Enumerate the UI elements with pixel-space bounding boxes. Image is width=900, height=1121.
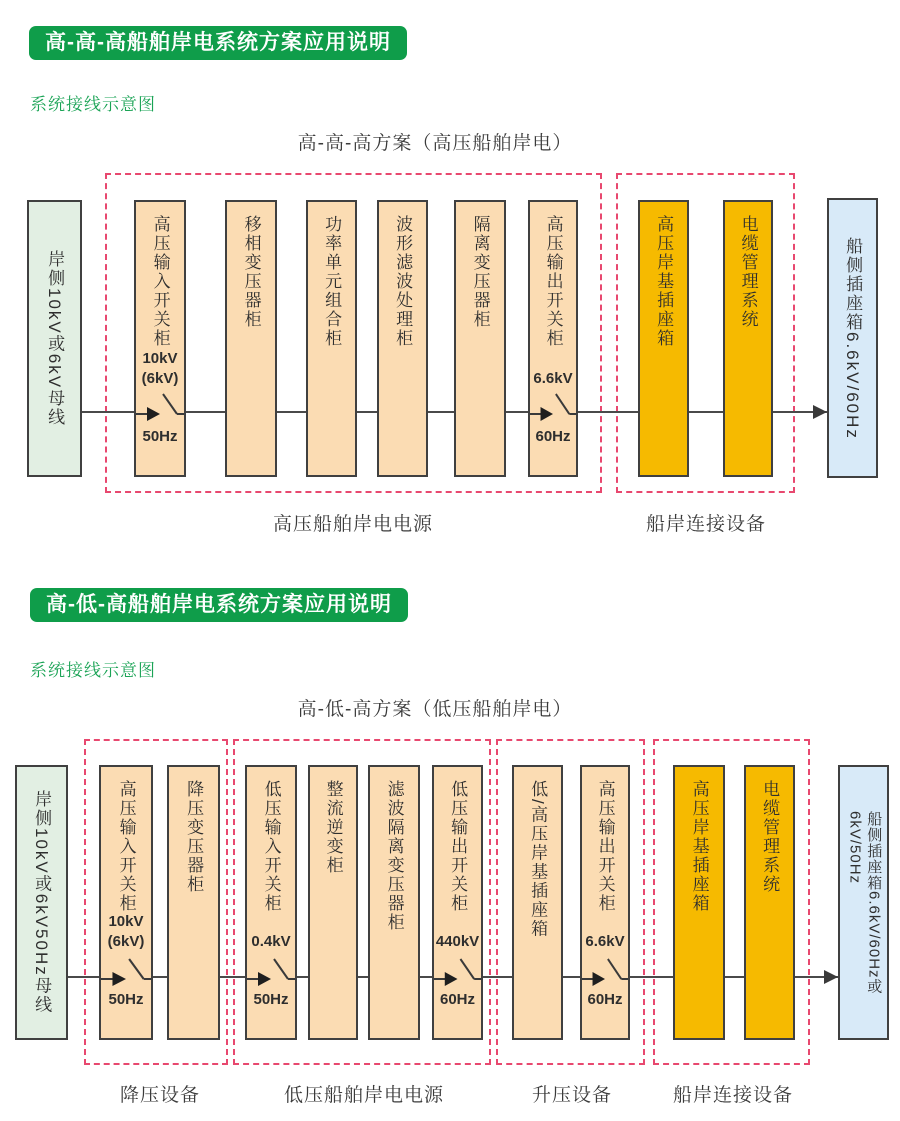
cabinet-label: 滤波隔离变压器柜 <box>384 780 404 932</box>
diagram2-power-group-label: 低压船舶岸电电源 <box>283 1085 445 1106</box>
breaker-switch-icon <box>434 947 481 991</box>
section1-subtitle: 系统接线示意图 <box>30 95 156 114</box>
diagram1-isolation-transformer-box <box>454 200 506 477</box>
cabinet-label: 高压输入开关柜 <box>150 215 170 348</box>
cabinet-label: 功率单元组合柜 <box>322 215 342 348</box>
cabinet-label: 高压岸基插座箱 <box>654 215 674 348</box>
voltage-line1: 440kV <box>435 932 480 950</box>
voltage-line1: 10kV <box>108 912 144 930</box>
cabinet-label: 高压输出开关柜 <box>543 215 563 348</box>
breaker-switch-icon <box>530 382 576 426</box>
diagram2-stepdown-group-label: 降压设备 <box>119 1085 201 1106</box>
frequency-label: 60Hz <box>587 991 623 1008</box>
diagram1-power-group-label: 高压船舶岸电电源 <box>272 514 434 535</box>
cabinet-label: 电缆管理系统 <box>738 215 758 329</box>
breaker-switch-icon <box>101 947 151 991</box>
diagram2-ship-socket-box <box>838 765 889 1040</box>
cabinet-label: 降压变压器柜 <box>184 780 204 894</box>
diagram2-hv-output-switchgear-box <box>580 765 630 1040</box>
diagram1-phase-shift-transformer-box <box>225 200 277 477</box>
breaker-switch-icon <box>136 382 184 426</box>
diagram1-hv-input-switchgear-box <box>134 200 186 477</box>
voltage-line2: (6kV) <box>141 369 179 387</box>
ship-socket-line1: 船侧插座箱6.6kV/60Hz或 <box>865 810 883 995</box>
voltage-line2: (6kV) <box>107 932 145 950</box>
diagram2-title: 高-低-高方案（低压船舶岸电） <box>297 699 573 720</box>
cabinet-label: 电缆管理系统 <box>760 780 780 894</box>
voltage-line1: 0.4kV <box>251 932 291 950</box>
frequency-label: 50Hz <box>142 428 178 445</box>
cabinet-label: 低压输入开关柜 <box>261 780 281 913</box>
diagram2-shore-socket-box <box>673 765 725 1040</box>
ship-socket-line2: 6kV/50Hz <box>846 810 864 884</box>
diagram2-stepup-group-label: 升压设备 <box>531 1085 613 1106</box>
frequency-label: 60Hz <box>535 428 571 445</box>
cabinet-label: 移相变压器柜 <box>241 215 261 329</box>
diagram1-power-unit-box <box>306 200 357 477</box>
voltage-line1: 6.6kV <box>585 932 625 950</box>
shore-bus-label: 岸侧10kV或6kV母线 <box>45 249 65 428</box>
diagram2-hv-input-switchgear-box <box>99 765 153 1040</box>
diagram2-connection-group-label: 船岸连接设备 <box>672 1085 794 1106</box>
diagram1-connection-group-label: 船岸连接设备 <box>645 514 767 535</box>
cabinet-label: 低/高压岸基插座箱 <box>528 780 548 939</box>
ship-socket-label <box>845 811 883 995</box>
diagram2-stepdown-transformer-box <box>167 765 220 1040</box>
voltage-line1: 6.6kV <box>533 369 573 387</box>
cabinet-label: 低压输出开关柜 <box>448 780 468 913</box>
section1-header-badge: 高-高-高船舶岸电系统方案应用说明 <box>29 26 407 60</box>
diagram2-filter-isolation-transformer-box <box>368 765 420 1040</box>
cabinet-label: 隔离变压器柜 <box>470 215 490 329</box>
diagram1-shore-socket-box <box>638 200 689 477</box>
diagram2-rectifier-inverter-box <box>308 765 358 1040</box>
frequency-label: 60Hz <box>439 991 476 1008</box>
frequency-label: 50Hz <box>253 991 289 1008</box>
voltage-value <box>101 912 151 953</box>
ship-socket-label <box>842 237 863 440</box>
cabinet-label: 高压输出开关柜 <box>595 780 615 913</box>
cabinet-label: 波形滤波处理柜 <box>393 215 413 348</box>
frequency-label: 50Hz <box>108 991 144 1008</box>
diagram1-hv-output-switchgear-box <box>528 200 578 477</box>
diagram2-shore-bus-box <box>15 765 68 1040</box>
diagram1-waveform-filter-box <box>377 200 428 477</box>
breaker-switch-icon <box>582 947 628 991</box>
cabinet-label: 高压输入开关柜 <box>116 780 136 913</box>
diagram2-cable-management-box <box>744 765 795 1040</box>
diagram2-lv-hv-shore-socket-box <box>512 765 563 1040</box>
diagram2-lv-input-switchgear-box <box>245 765 297 1040</box>
cabinet-label: 高压岸基插座箱 <box>689 780 709 913</box>
voltage-line1: 10kV <box>142 349 178 367</box>
shore-bus-label: 岸侧10kV或6kV50Hz母线 <box>32 790 52 1015</box>
diagram1-title: 高-高-高方案（高压船舶岸电） <box>297 133 573 154</box>
diagram2-ship-arrow-icon <box>824 970 838 984</box>
ship-socket-line1: 船侧插座箱6.6kV/60Hz <box>843 236 863 440</box>
section2-header-badge: 高-低-高船舶岸电系统方案应用说明 <box>30 588 408 622</box>
diagram1-cable-management-box <box>723 200 773 477</box>
diagram2-lv-output-switchgear-box <box>432 765 483 1040</box>
diagram1-ship-arrow-icon <box>813 405 827 419</box>
diagram1-ship-socket-box <box>827 198 878 478</box>
section2-subtitle: 系统接线示意图 <box>30 661 156 680</box>
cabinet-label: 整流逆变柜 <box>323 780 343 875</box>
breaker-switch-icon <box>247 947 295 991</box>
diagram1-shore-bus-box <box>27 200 82 477</box>
